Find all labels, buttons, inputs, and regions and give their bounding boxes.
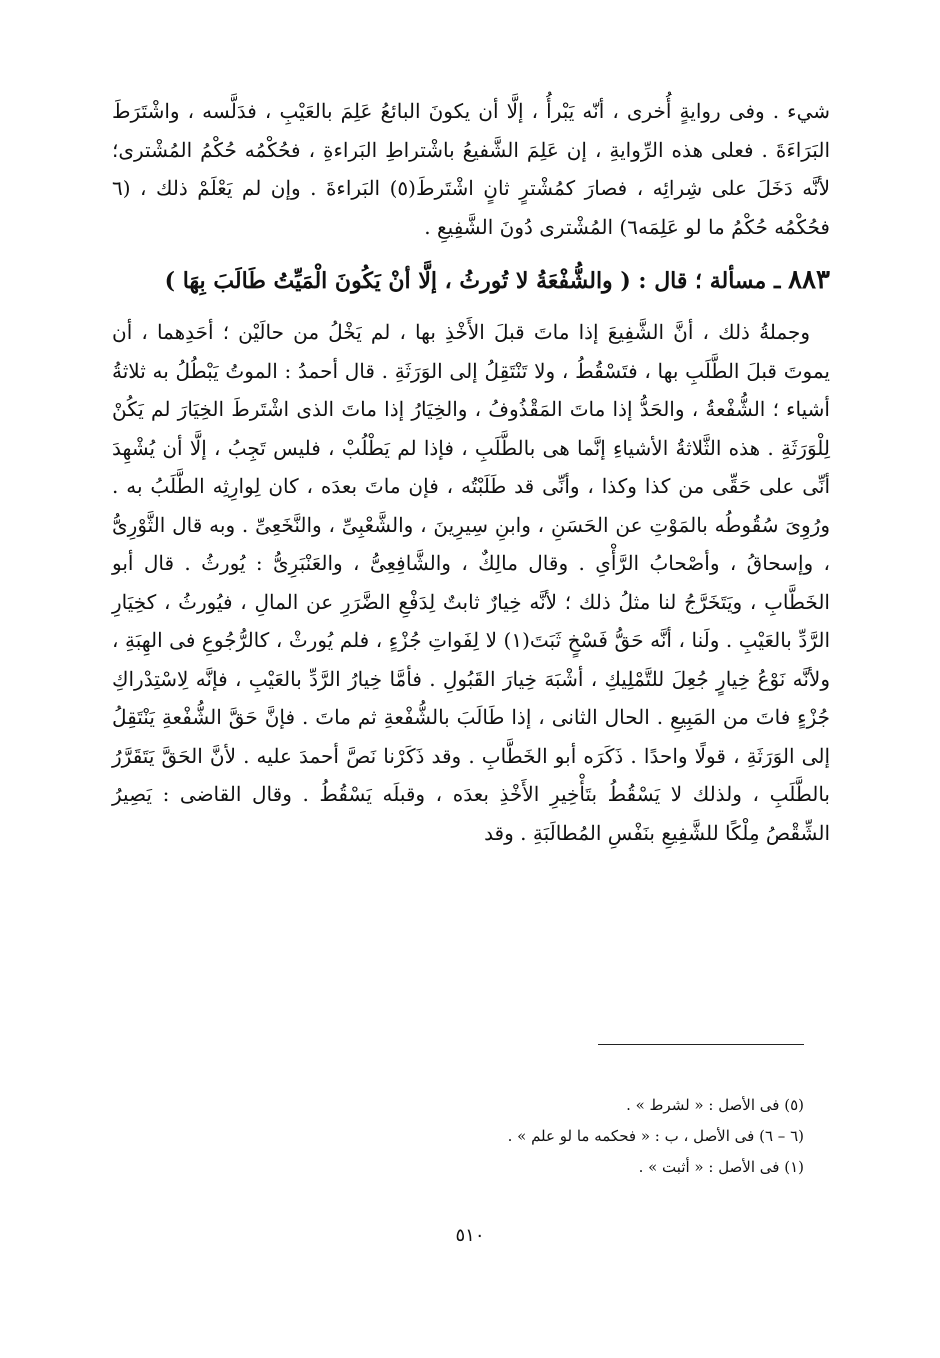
- footnote-5: (٥) فى الأصل : « لشرط » .: [626, 1096, 804, 1114]
- paragraph-1: شيء . وفى روايةٍ أُخرى ، أنّه يَبْرأُ ، إلَّا أن يكونَ البائعُ عَلِمَ بالعَيْبِ ، فدَلَّسه ، واشْتَرَطَ البَرَاءَةَ . فعلى هذه الرِّوايةِ ، إن عَلِمَ الشَّفيعُ باشْتراطِ البَراءةِ ، فحُكْمُه حُكْمُ المُشْترى؛ لأنَّه دَخَلَ على شِرائِه ، فصارَ كمُشْترٍ ثانٍ اشْتَرطَ(٥) البَراءةَ . وإن لم يَعْلَمْ ذلك ، (٦ فحُكْمُه حُكْمُ ما لو عَلِمَه٦) المُشْترى دُونَ الشَّفِيعِ .: [112, 99, 830, 239]
- section-heading: [112, 260, 830, 301]
- footnote-6: (٦ – ٦) فى الأصل ، ب : « فحكمه ما لو علم » .: [507, 1127, 804, 1145]
- footnote-divider: [598, 1044, 804, 1045]
- footnote-1: (١) فى الأصل : « أثبت » .: [638, 1158, 804, 1176]
- section-number: ٨٨٣: [788, 265, 830, 295]
- main-text: [112, 92, 830, 852]
- paragraph-2: وجملةُ ذلك ، أنَّ الشَّفِيعَ إذا ماتَ قبلَ الأَخْذِ بها ، لم يَخْلُ من حالَيْن ؛ أحَدِهما ، أن يموتَ قبلَ الطَّلَبِ بها ، فتَسْقُطُ ، ولا تَنْتَقِلُ إلى الوَرَثَةِ . قال أحمدُ : الموتُ يَبْطُلُ به ثلاثةُ أشياء ؛ الشُّفْعةُ ، والحَدُّ إذا ماتَ المَقْذُوفُ ، والخِيَارُ إذا ماتَ الذى اشْتَرطَ الخِيَارَ لم يَكُنْ لِلْوَرَثَةِ . هذه الثَّلاثةُ الأشياءِ إنَّما هى بالطَّلَبِ ، فإذا لم يَطْلُبْ ، فليس تَجِبُ ، إلَّا أن يُشْهِدَ أنِّى على حَقِّى من كذا وكذا ، وأنِّى قد طَلَبْتُه ، فإن ماتَ بعدَه ، كان لِوارِثِه الطَّلَبُ به . ورُوِىَ سُقُوطُه بالمَوْتِ عن الحَسَنِ ، وابنِ سِيرِينَ ، والشَّعْبِىِّ ، والنَّخَعِىِّ . وبه قال الثَّوْرِىُّ ، وإسحاقُ ، وأصْحابُ الرَّأْىِ . وقال مالِكٌ ، والشَّافِعِىُّ ، والعَنْبَرِىُّ : يُورثُ . قال أبو الخَطَّابِ ، ويَتَخَرَّجُ لنا مثلُ ذلك ؛ لأنَّه خِيارٌ ثابتٌ لِدَفْعِ الضَّرَرِ عن المالِ ، فيُورثُ ، كخِيَارِ الرَّدِّ بالعَيْبِ . ولَنا ، أنَّه حَقُّ فَسْخٍ ثَبَتَ(١) لا لِفَواتِ جُزْءٍ ، فلم يُورثْ ، كالرُّجُوعِ فى الهِبَةِ ، ولأنَّه نَوْعُ خِيارٍ جُعِلَ للتَّمْلِيكِ ، أشْبَهَ خِيارَ القَبُولِ . فأمَّا خِيارُ الرَّدِّ بالعَيْبِ ، فإنَّه لِاسْتِدْراكِ جُزْءٍ فاتَ من المَبِيعِ . الحال الثانى ، إذا طَالَبَ بالشُّفْعةِ ثم ماتَ . فإنَّ حَقَّ الشُّفْعةِ يَنْتَقِلُ إلى الوَرَثَةِ ، قولًا واحدًا . ذَكَرَه أبو الخَطَّابِ . وقد ذَكَرْنا نَصَّ أحمدَ عليه . لأنَّ الحَقَّ يَتَقَرَّرُ بالطَّلَبِ ، ولذلك لا يَسْقُطُ بتَأْخِيرِ الأَخْذِ بعدَه ، وقبلَه يَسْقُطُ . وقال القاضى : يَصِيرُ الشِّقْصُ مِلْكًا للشَّفِيعِ بنَفْسِ المُطالَبَةِ . وقد: [112, 320, 831, 845]
- footnotes: [300, 1090, 804, 1183]
- page-number: ٥١٠: [455, 1225, 485, 1246]
- section-title: ـ مسألة ؛ قال : ( والشُّفْعَةُ لا تُورثُ ، إلَّا أنْ يَكُونَ الْمَيِّتُ طَالَبَ بِهَا ): [164, 268, 781, 294]
